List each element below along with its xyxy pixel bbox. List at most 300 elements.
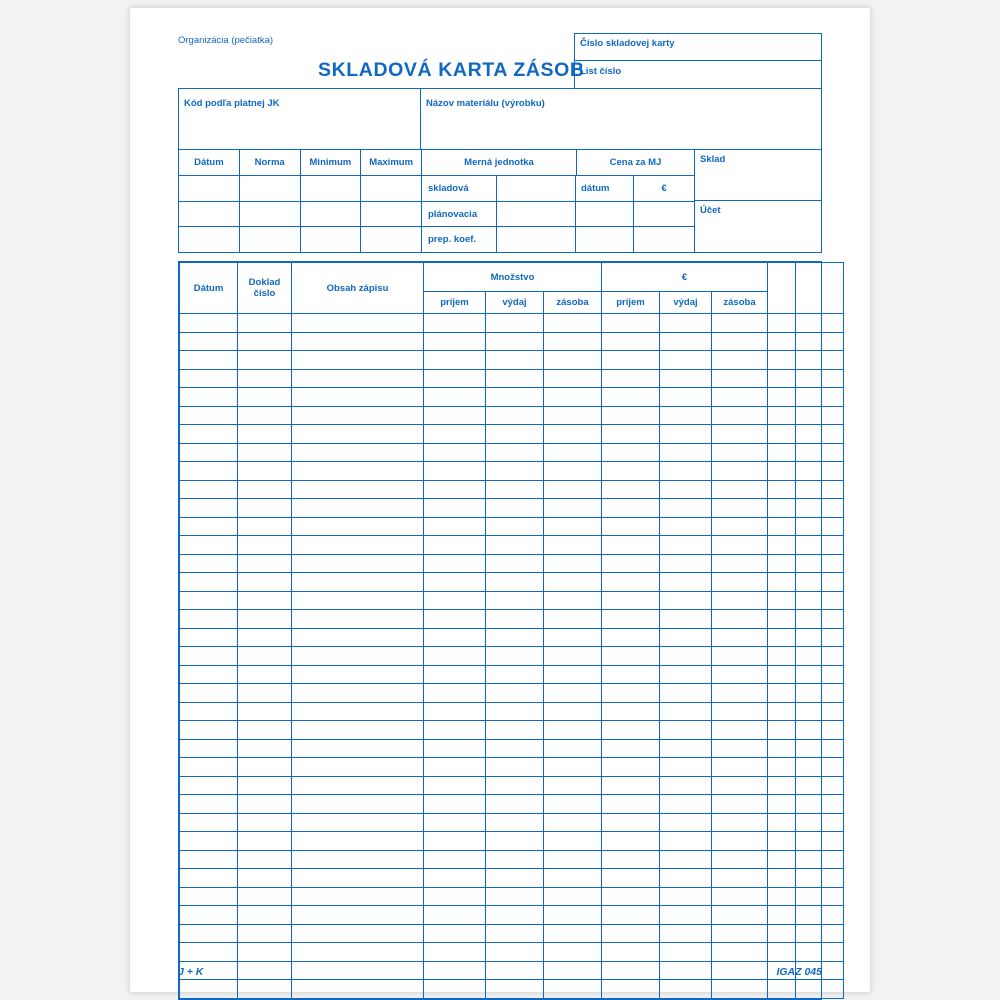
cell-extra-2[interactable] [796,906,844,925]
cell-money-in[interactable] [602,739,660,758]
cell-qty-stock[interactable] [544,573,602,592]
cell-money-stock[interactable] [712,795,768,814]
cell-money-stock[interactable] [712,776,768,795]
cell-content[interactable] [292,647,424,666]
cell-money-out[interactable] [660,406,712,425]
cell-money-in[interactable] [602,776,660,795]
cell-extra-1[interactable] [768,702,796,721]
cell-extra-1[interactable] [768,684,796,703]
price-date-cell[interactable] [576,202,634,227]
cell-qty-out[interactable] [486,943,544,962]
cell-money-stock[interactable] [712,499,768,518]
cell-date[interactable] [180,684,238,703]
cell-qty-out[interactable] [486,610,544,629]
cell-extra-2[interactable] [796,369,844,388]
table-row[interactable] [180,850,844,869]
cell-money-stock[interactable] [712,554,768,573]
cell-document[interactable] [238,795,292,814]
cell-qty-in[interactable] [424,980,486,999]
cell-money-stock[interactable] [712,406,768,425]
cell-money-in[interactable] [602,887,660,906]
cell-money-in[interactable] [602,684,660,703]
cell-qty-out[interactable] [486,980,544,999]
cell-content[interactable] [292,628,424,647]
cell-qty-out[interactable] [486,758,544,777]
cell-date[interactable] [180,554,238,573]
unit-row-planned[interactable] [422,202,694,228]
cell-qty-in[interactable] [424,332,486,351]
cell-qty-out[interactable] [486,647,544,666]
cell-money-in[interactable] [602,832,660,851]
cell-money-in[interactable] [602,665,660,684]
cell-content[interactable] [292,517,424,536]
cell-extra-2[interactable] [796,869,844,888]
cell-extra-2[interactable] [796,554,844,573]
cell-qty-out[interactable] [486,721,544,740]
cell-content[interactable] [292,314,424,333]
cell-money-out[interactable] [660,943,712,962]
cell-extra-1[interactable] [768,443,796,462]
cell-money-out[interactable] [660,647,712,666]
cell-qty-stock[interactable] [544,351,602,370]
cell-extra-1[interactable] [768,943,796,962]
cell-qty-stock[interactable] [544,776,602,795]
cell-document[interactable] [238,850,292,869]
cell-money-in[interactable] [602,980,660,999]
code-field[interactable] [179,89,421,149]
norms-cell[interactable] [301,202,362,227]
cell-date[interactable] [180,980,238,999]
cell-extra-2[interactable] [796,610,844,629]
cell-extra-1[interactable] [768,647,796,666]
cell-date[interactable] [180,499,238,518]
cell-extra-1[interactable] [768,351,796,370]
cell-qty-out[interactable] [486,573,544,592]
cell-content[interactable] [292,795,424,814]
cell-content[interactable] [292,610,424,629]
cell-content[interactable] [292,980,424,999]
cell-money-stock[interactable] [712,517,768,536]
cell-money-out[interactable] [660,850,712,869]
cell-money-out[interactable] [660,351,712,370]
cell-qty-out[interactable] [486,462,544,481]
table-row[interactable] [180,647,844,666]
cell-content[interactable] [292,332,424,351]
cell-money-in[interactable] [602,610,660,629]
cell-qty-in[interactable] [424,924,486,943]
cell-money-stock[interactable] [712,573,768,592]
cell-extra-2[interactable] [796,776,844,795]
cell-qty-stock[interactable] [544,499,602,518]
cell-date[interactable] [180,943,238,962]
cell-extra-2[interactable] [796,924,844,943]
cell-extra-1[interactable] [768,499,796,518]
cell-qty-in[interactable] [424,684,486,703]
cell-money-stock[interactable] [712,832,768,851]
cell-date[interactable] [180,517,238,536]
cell-extra-1[interactable] [768,721,796,740]
cell-qty-stock[interactable] [544,406,602,425]
cell-document[interactable] [238,776,292,795]
cell-money-out[interactable] [660,869,712,888]
norms-row[interactable] [179,202,421,228]
cell-date[interactable] [180,647,238,666]
table-row[interactable] [180,610,844,629]
cell-document[interactable] [238,425,292,444]
cell-money-out[interactable] [660,517,712,536]
cell-qty-out[interactable] [486,554,544,573]
cell-money-stock[interactable] [712,480,768,499]
cell-qty-stock[interactable] [544,980,602,999]
cell-document[interactable] [238,610,292,629]
cell-qty-in[interactable] [424,591,486,610]
table-row[interactable] [180,684,844,703]
norms-cell[interactable] [240,176,301,201]
cell-content[interactable] [292,573,424,592]
cell-content[interactable] [292,480,424,499]
cell-extra-1[interactable] [768,536,796,555]
cell-extra-2[interactable] [796,314,844,333]
cell-money-out[interactable] [660,425,712,444]
cell-document[interactable] [238,684,292,703]
cell-money-out[interactable] [660,499,712,518]
cell-date[interactable] [180,906,238,925]
cell-qty-in[interactable] [424,554,486,573]
cell-extra-2[interactable] [796,425,844,444]
cell-money-in[interactable] [602,647,660,666]
cell-document[interactable] [238,702,292,721]
cell-money-out[interactable] [660,684,712,703]
cell-qty-stock[interactable] [544,369,602,388]
cell-qty-in[interactable] [424,887,486,906]
table-row[interactable] [180,406,844,425]
cell-document[interactable] [238,739,292,758]
cell-extra-1[interactable] [768,314,796,333]
cell-money-in[interactable] [602,924,660,943]
cell-content[interactable] [292,721,424,740]
table-row[interactable] [180,628,844,647]
cell-money-out[interactable] [660,480,712,499]
cell-money-stock[interactable] [712,647,768,666]
cell-qty-in[interactable] [424,425,486,444]
cell-date[interactable] [180,443,238,462]
cell-document[interactable] [238,314,292,333]
cell-qty-stock[interactable] [544,536,602,555]
cell-qty-in[interactable] [424,739,486,758]
cell-qty-out[interactable] [486,684,544,703]
cell-content[interactable] [292,684,424,703]
cell-extra-2[interactable] [796,351,844,370]
cell-extra-2[interactable] [796,406,844,425]
cell-qty-out[interactable] [486,443,544,462]
cell-money-in[interactable] [602,906,660,925]
table-row[interactable] [180,369,844,388]
table-row[interactable] [180,721,844,740]
cell-date[interactable] [180,813,238,832]
table-row[interactable] [180,573,844,592]
cell-money-out[interactable] [660,887,712,906]
table-row[interactable] [180,480,844,499]
cell-qty-out[interactable] [486,517,544,536]
cell-money-stock[interactable] [712,388,768,407]
cell-document[interactable] [238,832,292,851]
cell-extra-2[interactable] [796,887,844,906]
cell-qty-stock[interactable] [544,832,602,851]
cell-document[interactable] [238,480,292,499]
cell-date[interactable] [180,332,238,351]
table-row[interactable] [180,924,844,943]
cell-money-in[interactable] [602,517,660,536]
cell-money-stock[interactable] [712,610,768,629]
cell-document[interactable] [238,628,292,647]
cell-document[interactable] [238,517,292,536]
cell-date[interactable] [180,480,238,499]
cell-money-out[interactable] [660,573,712,592]
cell-qty-out[interactable] [486,425,544,444]
unit-row-value[interactable] [497,176,576,201]
table-row[interactable] [180,739,844,758]
cell-qty-in[interactable] [424,628,486,647]
cell-money-out[interactable] [660,332,712,351]
cell-qty-in[interactable] [424,776,486,795]
cell-qty-in[interactable] [424,813,486,832]
cell-money-in[interactable] [602,943,660,962]
cell-qty-stock[interactable] [544,850,602,869]
cell-qty-in[interactable] [424,314,486,333]
cell-extra-1[interactable] [768,869,796,888]
cell-money-in[interactable] [602,462,660,481]
cell-money-out[interactable] [660,906,712,925]
cell-date[interactable] [180,573,238,592]
cell-qty-stock[interactable] [544,332,602,351]
cell-content[interactable] [292,536,424,555]
cell-content[interactable] [292,554,424,573]
cell-extra-1[interactable] [768,850,796,869]
cell-qty-in[interactable] [424,351,486,370]
cell-qty-in[interactable] [424,647,486,666]
cell-content[interactable] [292,462,424,481]
cell-extra-2[interactable] [796,832,844,851]
cell-qty-stock[interactable] [544,739,602,758]
norms-cell[interactable] [361,176,421,201]
norms-cell[interactable] [301,176,362,201]
cell-content[interactable] [292,369,424,388]
cell-money-out[interactable] [660,813,712,832]
cell-money-in[interactable] [602,554,660,573]
cell-extra-1[interactable] [768,776,796,795]
cell-money-out[interactable] [660,388,712,407]
cell-qty-in[interactable] [424,869,486,888]
cell-money-out[interactable] [660,795,712,814]
cell-qty-in[interactable] [424,610,486,629]
cell-extra-1[interactable] [768,628,796,647]
cell-date[interactable] [180,406,238,425]
cell-document[interactable] [238,536,292,555]
cell-qty-in[interactable] [424,665,486,684]
cell-document[interactable] [238,721,292,740]
cell-money-stock[interactable] [712,980,768,999]
cell-date[interactable] [180,739,238,758]
cell-qty-out[interactable] [486,795,544,814]
cell-qty-in[interactable] [424,906,486,925]
cell-qty-stock[interactable] [544,591,602,610]
cell-content[interactable] [292,869,424,888]
cell-qty-stock[interactable] [544,628,602,647]
cell-document[interactable] [238,924,292,943]
sheet-number-field[interactable] [575,61,821,88]
cell-money-stock[interactable] [712,758,768,777]
cell-qty-out[interactable] [486,832,544,851]
cell-qty-out[interactable] [486,776,544,795]
cell-date[interactable] [180,776,238,795]
cell-content[interactable] [292,499,424,518]
cell-money-in[interactable] [602,869,660,888]
cell-money-out[interactable] [660,369,712,388]
cell-qty-in[interactable] [424,443,486,462]
cell-money-in[interactable] [602,702,660,721]
cell-qty-stock[interactable] [544,943,602,962]
cell-money-stock[interactable] [712,850,768,869]
cell-money-out[interactable] [660,721,712,740]
cell-qty-stock[interactable] [544,610,602,629]
norms-cell[interactable] [301,227,362,252]
cell-qty-stock[interactable] [544,684,602,703]
cell-content[interactable] [292,388,424,407]
cell-extra-2[interactable] [796,813,844,832]
cell-extra-2[interactable] [796,591,844,610]
norms-cell[interactable] [361,202,421,227]
cell-money-out[interactable] [660,702,712,721]
cell-qty-stock[interactable] [544,869,602,888]
table-row[interactable] [180,554,844,573]
cell-document[interactable] [238,813,292,832]
table-row[interactable] [180,906,844,925]
cell-extra-2[interactable] [796,721,844,740]
norms-cell[interactable] [240,202,301,227]
cell-qty-out[interactable] [486,480,544,499]
cell-date[interactable] [180,610,238,629]
cell-money-in[interactable] [602,628,660,647]
cell-extra-2[interactable] [796,462,844,481]
cell-extra-2[interactable] [796,388,844,407]
cell-document[interactable] [238,443,292,462]
cell-extra-1[interactable] [768,425,796,444]
cell-document[interactable] [238,332,292,351]
cell-qty-stock[interactable] [544,702,602,721]
cell-extra-1[interactable] [768,554,796,573]
cell-qty-out[interactable] [486,332,544,351]
unit-row-value[interactable] [497,227,576,252]
cell-extra-1[interactable] [768,906,796,925]
norms-cell[interactable] [240,227,301,252]
cell-money-stock[interactable] [712,591,768,610]
cell-qty-out[interactable] [486,850,544,869]
cell-extra-2[interactable] [796,480,844,499]
unit-row-value[interactable] [497,202,576,227]
cell-date[interactable] [180,628,238,647]
cell-qty-in[interactable] [424,943,486,962]
cell-qty-out[interactable] [486,591,544,610]
cell-qty-in[interactable] [424,850,486,869]
cell-money-out[interactable] [660,776,712,795]
cell-money-in[interactable] [602,332,660,351]
cell-money-out[interactable] [660,536,712,555]
cell-money-in[interactable] [602,499,660,518]
cell-qty-out[interactable] [486,406,544,425]
cell-document[interactable] [238,499,292,518]
table-row[interactable] [180,388,844,407]
cell-extra-1[interactable] [768,610,796,629]
cell-content[interactable] [292,351,424,370]
cell-date[interactable] [180,369,238,388]
cell-date[interactable] [180,758,238,777]
table-row[interactable] [180,462,844,481]
cell-extra-2[interactable] [796,517,844,536]
cell-extra-1[interactable] [768,388,796,407]
cell-money-stock[interactable] [712,887,768,906]
cell-content[interactable] [292,665,424,684]
cell-qty-out[interactable] [486,388,544,407]
cell-extra-2[interactable] [796,795,844,814]
cell-money-in[interactable] [602,795,660,814]
cell-document[interactable] [238,351,292,370]
cell-document[interactable] [238,406,292,425]
cell-qty-out[interactable] [486,499,544,518]
cell-extra-2[interactable] [796,499,844,518]
cell-extra-2[interactable] [796,628,844,647]
cell-money-stock[interactable] [712,906,768,925]
table-row[interactable] [180,758,844,777]
cell-qty-stock[interactable] [544,462,602,481]
cell-money-out[interactable] [660,832,712,851]
cell-content[interactable] [292,702,424,721]
warehouse-field[interactable] [695,150,821,201]
cell-qty-in[interactable] [424,462,486,481]
cell-extra-2[interactable] [796,943,844,962]
cell-content[interactable] [292,591,424,610]
cell-qty-stock[interactable] [544,517,602,536]
cell-extra-1[interactable] [768,980,796,999]
cell-extra-2[interactable] [796,980,844,999]
cell-money-stock[interactable] [712,702,768,721]
cell-money-out[interactable] [660,591,712,610]
cell-date[interactable] [180,314,238,333]
cell-date[interactable] [180,702,238,721]
cell-document[interactable] [238,573,292,592]
table-row[interactable] [180,591,844,610]
price-value-cell[interactable] [634,227,694,252]
table-row[interactable] [180,832,844,851]
cell-qty-in[interactable] [424,536,486,555]
norms-row[interactable] [179,176,421,202]
table-row[interactable] [180,943,844,962]
cell-money-out[interactable] [660,739,712,758]
cell-document[interactable] [238,665,292,684]
cell-content[interactable] [292,739,424,758]
cell-content[interactable] [292,832,424,851]
cell-qty-stock[interactable] [544,647,602,666]
cell-money-in[interactable] [602,369,660,388]
cell-date[interactable] [180,425,238,444]
cell-money-stock[interactable] [712,536,768,555]
table-row[interactable] [180,665,844,684]
cell-money-stock[interactable] [712,462,768,481]
cell-date[interactable] [180,388,238,407]
cell-money-in[interactable] [602,314,660,333]
cell-content[interactable] [292,758,424,777]
cell-qty-in[interactable] [424,388,486,407]
table-row[interactable] [180,425,844,444]
